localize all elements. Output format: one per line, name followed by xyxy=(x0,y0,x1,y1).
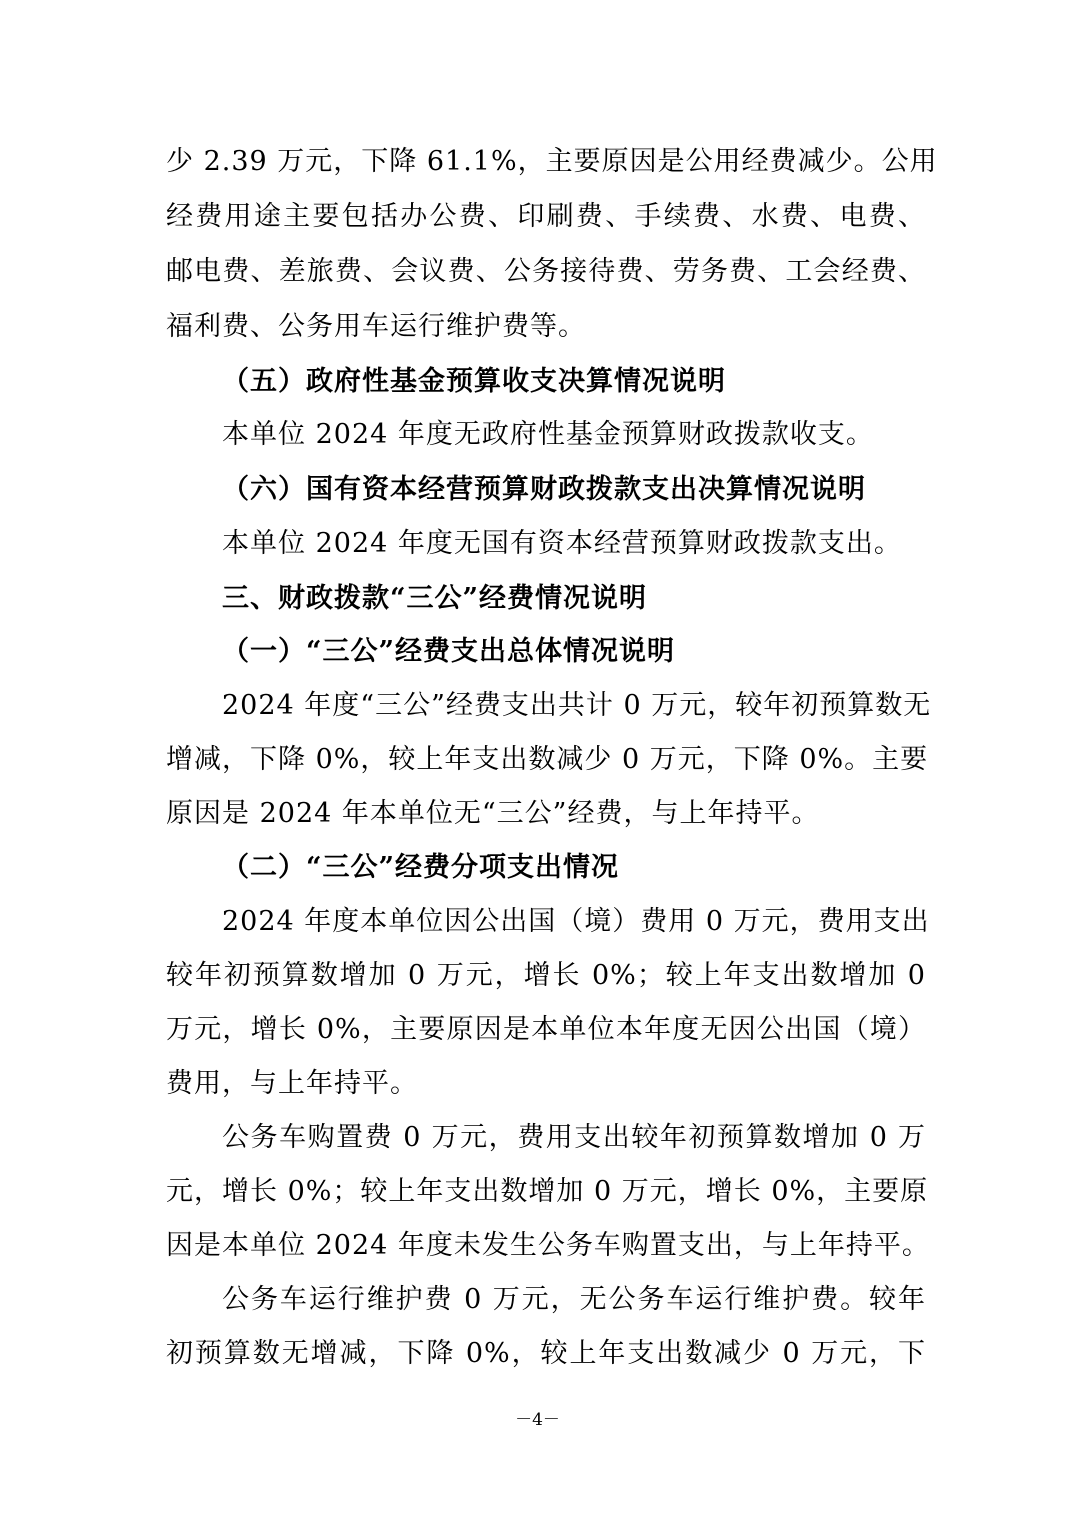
paragraph-line: 公务车购置费 0 万元，费用支出较年初预算数增加 0 万 xyxy=(222,1122,926,1153)
paragraph-line: 元，增长 0%；较上年支出数增加 0 万元，增长 0%，主要原 xyxy=(166,1176,929,1207)
paragraph-line: 公务车运行维护费 0 万元，无公务车运行维护费。较年 xyxy=(222,1284,926,1315)
paragraph-line: 费用，与上年持平。 xyxy=(166,1068,418,1099)
section-heading: （二）“三公”经费分项支出情况 xyxy=(222,852,620,883)
paragraph-line: 本单位 2024 年度无政府性基金预算财政拨款收支。 xyxy=(222,419,874,450)
paragraph-line: 初预算数无增减，下降 0%，较上年支出数减少 0 万元，下 xyxy=(166,1338,926,1369)
chapter-heading: 三、财政拨款“三公”经费情况说明 xyxy=(222,583,648,614)
paragraph-line: 少 2.39 万元，下降 61.1%，主要原因是公用经费减少。公用 xyxy=(166,146,938,177)
section-heading: （五）政府性基金预算收支决算情况说明 xyxy=(222,366,726,397)
paragraph-line: 2024 年度本单位因公出国（境）费用 0 万元，费用支出 xyxy=(222,906,930,937)
paragraph-line: 福利费、公务用车运行维护费等。 xyxy=(166,311,586,342)
section-heading: （一）“三公”经费支出总体情况说明 xyxy=(222,636,676,667)
paragraph-line: 较年初预算数增加 0 万元，增长 0%；较上年支出数增加 0 xyxy=(166,960,926,991)
paragraph-line: 本单位 2024 年度无国有资本经营预算财政拨款支出。 xyxy=(222,528,902,559)
paragraph-line: 因是本单位 2024 年度未发生公务车购置支出，与上年持平。 xyxy=(166,1230,930,1261)
page-number: －4－ xyxy=(515,1410,560,1430)
section-heading: （六）国有资本经营预算财政拨款支出决算情况说明 xyxy=(222,474,866,505)
paragraph-line: 增减，下降 0%，较上年支出数减少 0 万元，下降 0%。主要 xyxy=(166,744,929,775)
paragraph-line: 万元，增长 0%，主要原因是本单位本年度无因公出国（境） xyxy=(166,1014,926,1045)
paragraph-line: 原因是 2024 年本单位无“三公”经费，与上年持平。 xyxy=(166,798,820,829)
paragraph-line: 2024 年度“三公”经费支出共计 0 万元，较年初预算数无 xyxy=(222,690,932,721)
paragraph-line: 经费用途主要包括办公费、印刷费、手续费、水费、电费、 xyxy=(166,201,926,232)
paragraph-line: 邮电费、差旅费、会议费、公务接待费、劳务费、工会经费、 xyxy=(166,256,926,287)
